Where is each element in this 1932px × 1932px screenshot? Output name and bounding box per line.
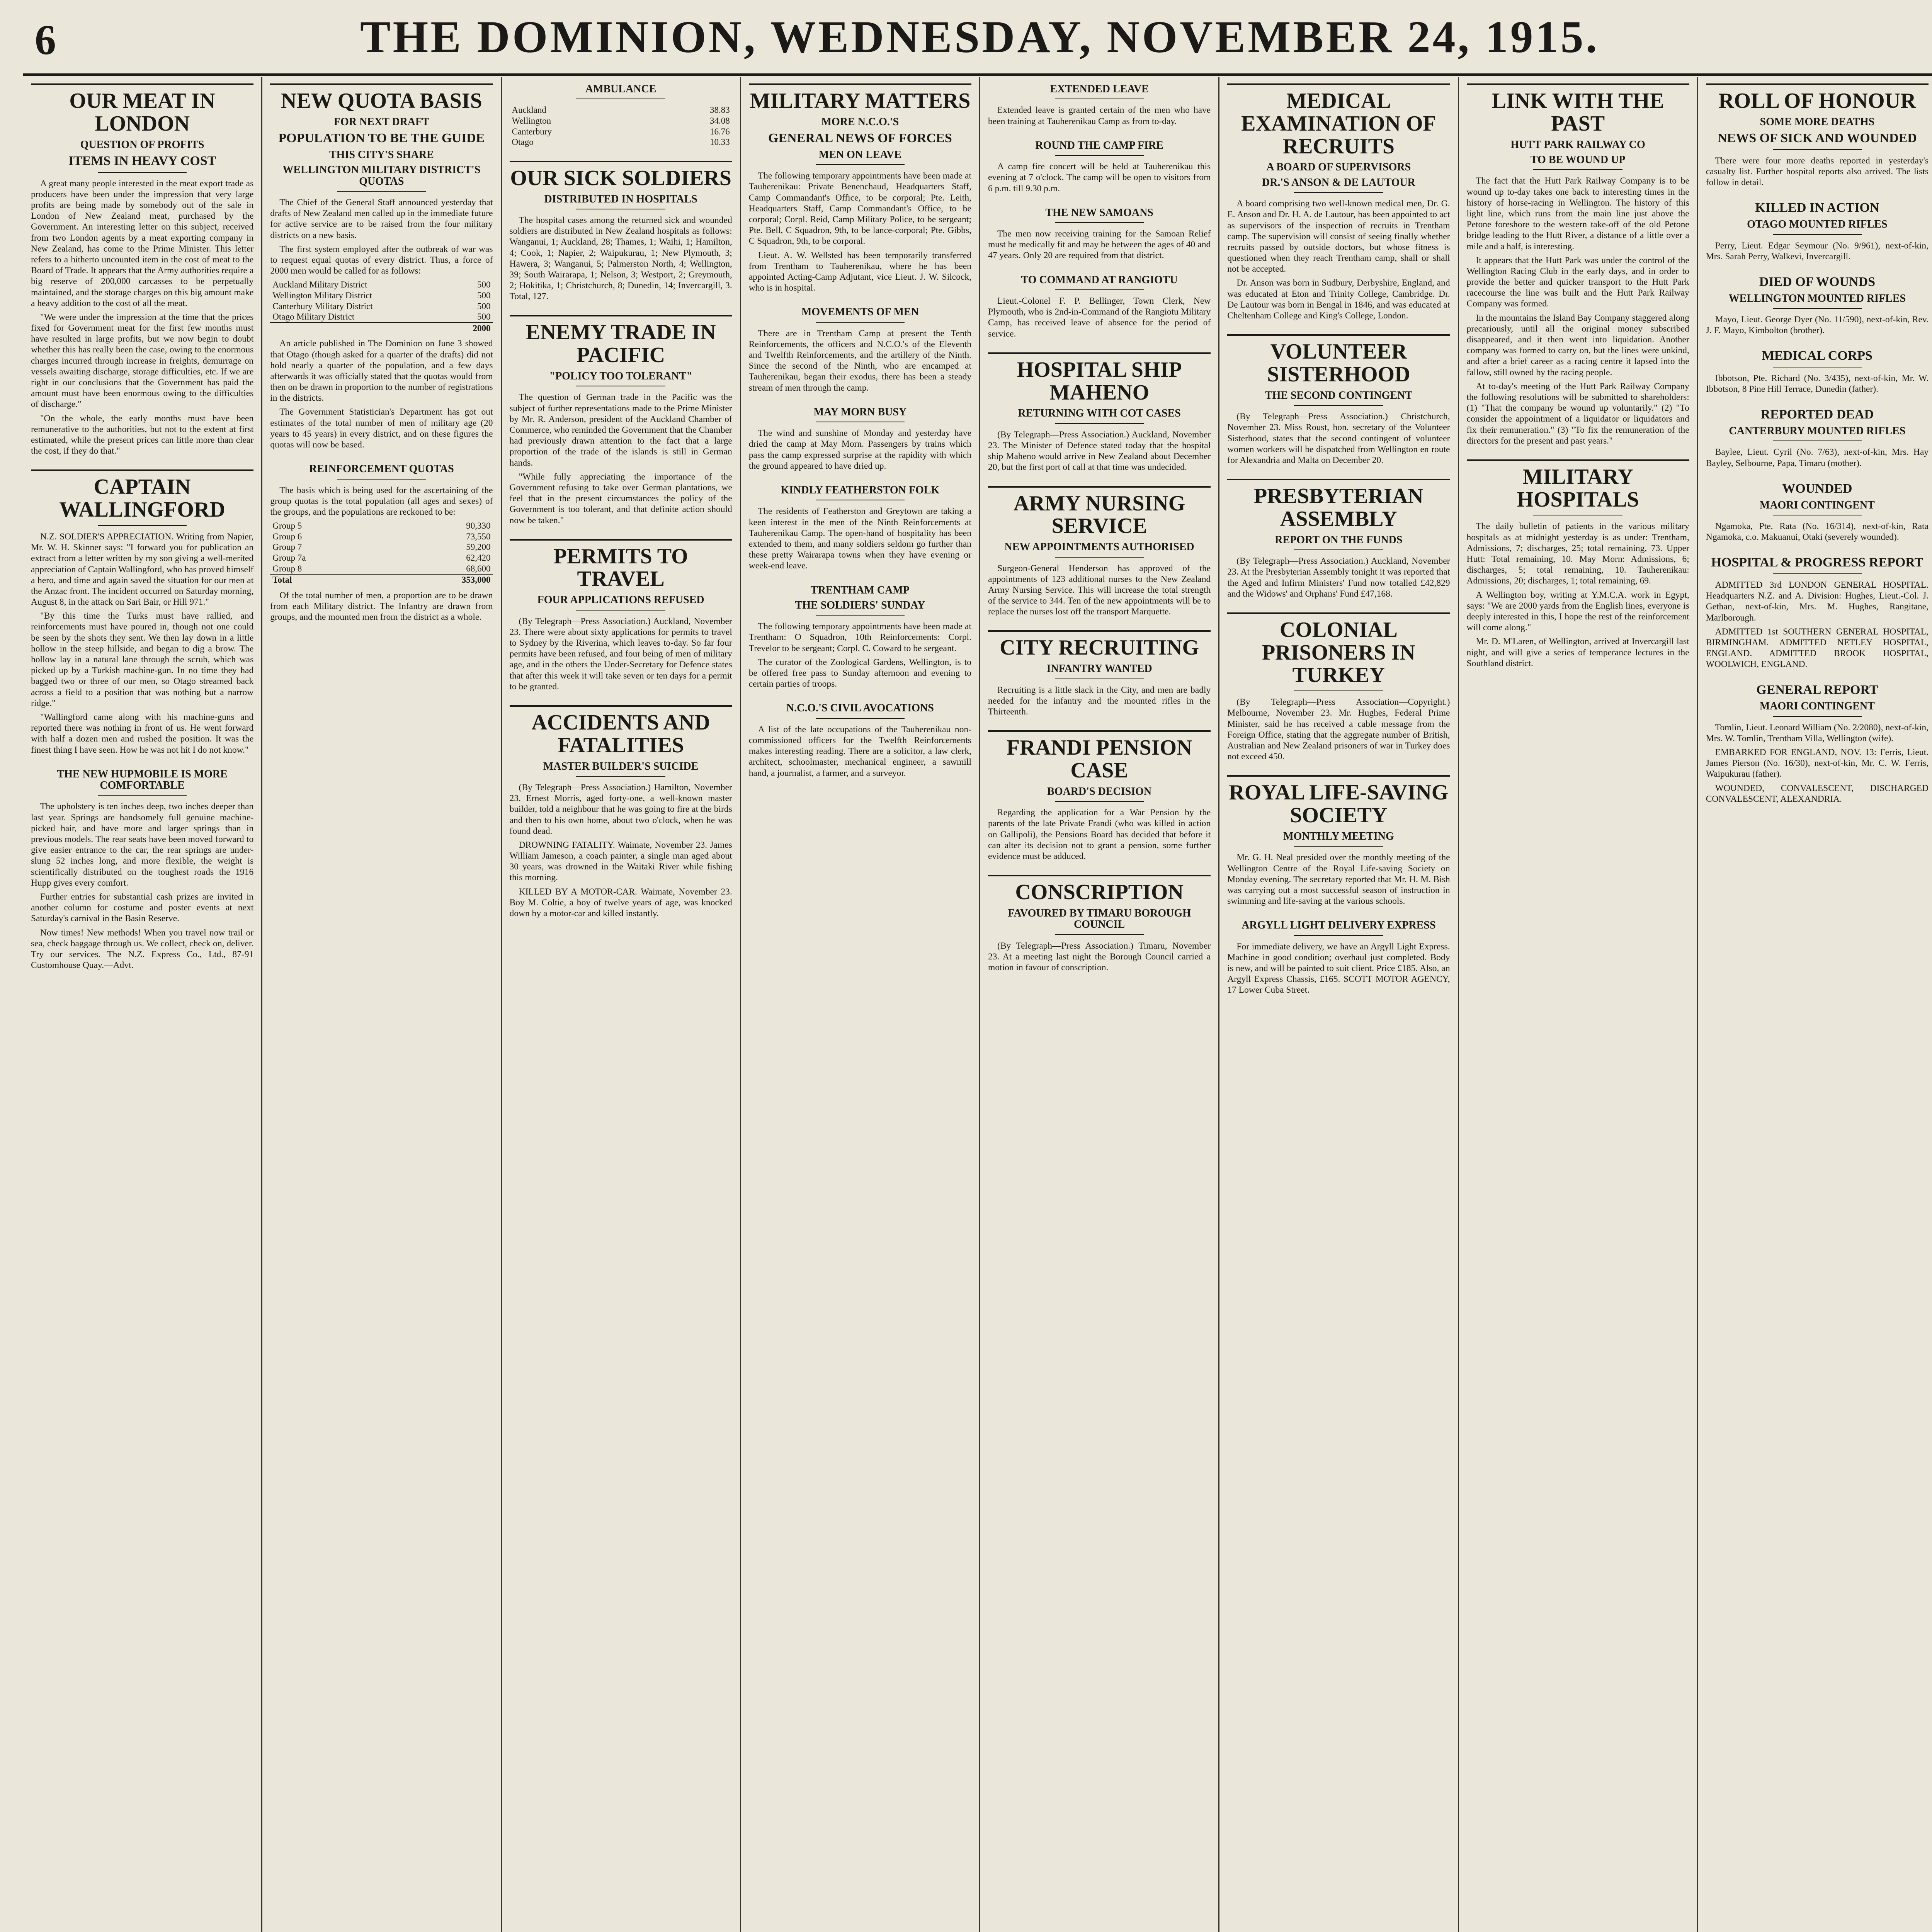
body-paragraph: The curator of the Zoological Gardens, Wellington, is to be offered free pass to Sunday afternoon and evening to certain parties of troops. (748, 657, 971, 689)
body-paragraph: Recruiting is a little slack in the City, and men are badly needed for the infantry and the mounted rifles in the Thirteenth. (988, 685, 1211, 717)
body-paragraph: In the mountains the Island Bay Company staggered along precariously, until all the original money subscribed disappeared, and it then went into liquidation. Another company was formed to carry on, but the lines were unkind, and after a brief career as a racing centre it lapsed into the fallow, still owned by the racing people. (1466, 313, 1689, 378)
newspaper-title: THE DOMINION, WEDNESDAY, NOVEMBER 24, 1915. (360, 12, 1600, 62)
body-paragraph: A great many people interested in the meat export trade as producers have been under the impression that very large profits are being made by somebody out of the sale in London of New Zealand meat, purchased by the Government. An interesting letter on this subject, received from two London agents by a meat exporting company in New Zealand, has come to the Prime Minister. This letter refers to a hitherto uncounted item in the cost of meat to the Board of Trade. It appears that the Army authorities require a big reserve of 200,000 carcasses to be perpetually maintained, and the storage charges on this big amount make a heavy addition to the cost of all the meat. (31, 178, 254, 308)
table-cell-value: 500 (477, 301, 491, 311)
divider (98, 525, 187, 526)
subheadline: MAORI CONTINGENT (1759, 499, 1875, 511)
body-paragraph: "We were under the impression at the time that the prices fixed for Government meat for the first few months must have resulted in large profits, but we now begin to doubt whether this has really been the case, owing to the enormous charges incurred through increase in freights, demurrage on vessels awaiting discharge, storage difficulties, etc. If we are right in our conclusions that the Government has paid the amount must have been enormous owing to the difficulties of discharge." (31, 312, 254, 410)
table-cell-label: Canterbury Military District (272, 301, 373, 311)
body-paragraph: ADMITTED 1st SOUTHERN GENERAL HOSPITAL, BIRMINGHAM. ADMITTED NETLEY HOSPITAL, ENGLAND. ADMITTED BROOK HOSPITAL, WOOLWICH, ENGLAND. (1706, 626, 1929, 670)
article (749, 83, 971, 293)
table-row (510, 116, 732, 126)
article (31, 83, 253, 456)
article (749, 306, 971, 393)
article (988, 875, 1211, 973)
subheadline: NEWS OF SICK AND WOUNDED (1718, 131, 1917, 146)
subheadline: FAVOURED BY TIMARU BOROUGH COUNCIL (1008, 907, 1191, 931)
subheadline: THIS CITY'S SHARE (329, 148, 434, 161)
subheadline: GENERAL NEWS OF FORCES (768, 131, 952, 146)
body-paragraph: Ibbotson, Pte. Richard (No. 3/435), next-of-kin, Mr. W. Ibbotson, 8 Pine Hill Terrace, Dunedin (father). (1706, 373, 1929, 395)
table-row (270, 531, 493, 542)
subheadline: EXTENDED LEAVE (1050, 83, 1149, 95)
subheadline: A BOARD OF SUPERVISORS (1266, 161, 1411, 173)
body-paragraph: The fact that the Hutt Park Railway Company is to be wound up to-day takes one back to interesting times in the history of horse-racing in Wellington. The history of this light line, which runs from the main line just above the Petone foreshore to the western take-off of the old Petone bridge leading to the Hutt River, a distance of a little over a mile and a half, is interesting. (1466, 176, 1689, 252)
table-row (270, 542, 493, 553)
headline: NEW QUOTA BASIS (270, 83, 493, 112)
headline: HOSPITAL SHIP MAHENO (988, 352, 1211, 404)
table-cell-label: Otago (512, 137, 534, 147)
subheadline: MASTER BUILDER'S SUICIDE (543, 760, 699, 772)
body-paragraph: The upholstery is ten inches deep, two inches deeper than last year. Springs are handsomely full genuine machine-picked hair, and have more and larger springs than in previous models. The rear seats have been moved forward to give easier entrance to the car, the rear springs are under-slung 52 inches long, and more flexible, the weight is scientifically distributed on the toughest roads the 1916 Hupp gives every comfort. (31, 801, 254, 888)
table-cell-label: Canterbury (512, 126, 552, 136)
subheadline: QUESTION OF PROFITS (80, 138, 204, 151)
subheadline: DR.'S ANSON & DE LAUTOUR (1262, 176, 1415, 189)
headline: COLONIAL PRISONERS IN TURKEY (1227, 612, 1450, 687)
subheadline: FOUR APPLICATIONS REFUSED (537, 594, 704, 606)
data-table (510, 105, 732, 147)
body-paragraph: The Chief of the General Staff announced yesterday that drafts of New Zealand men called up in the immediate future for active service are to be raised from the four military districts on a new basis. (270, 197, 493, 240)
table-cell-label (270, 323, 454, 334)
headline: ENEMY TRADE IN PACIFIC (510, 315, 732, 367)
table-cell-label: Group 8 (272, 563, 302, 573)
table-cell-value: 500 (477, 312, 491, 322)
article (1227, 612, 1450, 762)
table-cell-value: 353,000 (388, 574, 493, 585)
divider (816, 322, 905, 323)
article (988, 630, 1211, 717)
body-paragraph: (By Telegraph—Press Association.) Auckland, November 23. The Minister of Defence stated today that the hospital ship Maheno would arrive in New Zealand about December 20, but the first port of call at that time was undecided. (988, 429, 1211, 473)
article (988, 352, 1211, 473)
subheadline: MORE N.C.O.'S (821, 116, 899, 128)
body-paragraph: The following temporary appointments have been made at Tauherenikau: Private Benenchaud, Headquarters Staff, Camp Commandant's Office, to be corporal; Pte. Leith, Headquarters Staff, Camp Commandant's Office, to be corporal; Corpl. Reid, Camp Military Police, to be sergeant; Pte. Bell, C Squadron, 9th, to be lance-corporal; Pte. Gibbs, C Squadron, 9th, to be corporal. (748, 171, 971, 247)
column-4 (741, 77, 980, 1932)
table-cell-label: Wellington Military District (272, 290, 372, 300)
article (1706, 275, 1929, 336)
table-cell-label: Group 6 (272, 531, 302, 541)
headline: VOLUNTEER SISTERHOOD (1227, 334, 1450, 386)
body-paragraph: ADMITTED 3rd LONDON GENERAL HOSPITAL. Headquarters N.Z. and A. Division: Hughes, Lieut.-Col. J. Gethan, next-of-kin, Mrs. M. Hughes, Rangitane, Marlborough. (1706, 580, 1929, 623)
body-paragraph: Lieut. A. W. Wellsted has been temporarily transferred from Trentham to Tauherenikau, where he has been appointed Acting-Camp Adjutant, vice Lieut. J. W. Silcock, who is in hospital. (748, 250, 971, 293)
subheadline: MEN ON LEAVE (818, 148, 901, 161)
subheadline: TRENTHAM CAMP (810, 584, 910, 596)
subheadline: CANTERBURY MOUNTED RIFLES (1729, 425, 1906, 437)
article (988, 486, 1211, 617)
subheadline: ITEMS IN HEAVY COST (68, 153, 216, 168)
article (988, 730, 1211, 862)
subheadline: MONTHLY MEETING (1283, 830, 1394, 842)
table-row (270, 553, 493, 563)
divider (1533, 169, 1622, 170)
subheadline: OTAGO MOUNTED RIFLES (1747, 218, 1888, 231)
divider (576, 610, 665, 611)
article (749, 702, 971, 778)
divider (1773, 716, 1862, 717)
headline: CONSCRIPTION (988, 875, 1211, 904)
body-paragraph: The following temporary appointments have been made at Trentham: O Squadron, 10th Reinforcements: Corpl. Trevelor to be sergeant; Corpl. C. Coward to be sergeant. (748, 621, 971, 653)
body-paragraph: (By Telegraph—Press Association.) Hamilton, November 23. Ernest Morris, aged forty-one, a well-known master builder, told a neighbour that he was going to fire at the birds and then to his own home, about two o'clock, when he was found dead. (509, 782, 732, 836)
divider (1055, 155, 1144, 156)
headline: ARMY NURSING SERVICE (988, 486, 1211, 538)
article (1227, 83, 1450, 321)
headline: CITY RECRUITING (988, 630, 1211, 659)
subheadline: MOVEMENTS OF MEN (801, 306, 919, 318)
body-paragraph: A Wellington boy, writing at Y.M.C.A. work in Egypt, says: "We are 2000 yards from the English lines, everyone is deeply interested in this, I hope the rest of the reinforcement will come along." (1466, 590, 1689, 633)
table-cell-label: Group 7 (272, 542, 302, 552)
body-paragraph: Mr. G. H. Neal presided over the monthly meeting of the Wellington Centre of the Royal Life-saving Society on Monday evening. The secretary reported that Mr. H. M. Bish was carrying out a most successful season of instruction in swimming and life-saving at the various schools. (1227, 852, 1450, 906)
table-cell-value: 16.76 (710, 126, 730, 136)
article (749, 485, 971, 571)
column-7 (1459, 77, 1698, 1932)
divider (816, 164, 905, 165)
article (749, 585, 971, 690)
body-paragraph: There were four more deaths reported in yesterday's casualty list. Further hospital reports also arrived. The lists follow in detail. (1706, 155, 1929, 188)
subheadline: THE SOLDIERS' SUNDAY (795, 599, 925, 611)
table-cell-value: 10.33 (710, 137, 730, 147)
headline: PERMITS TO TRAVEL (510, 539, 732, 591)
subheadline: ARGYLL LIGHT DELIVERY EXPRESS (1242, 919, 1436, 932)
article (31, 769, 253, 971)
table-row (270, 311, 493, 323)
body-paragraph: The basis which is being used for the ascertaining of the group quotas is the total population (all ages and sexes) of the groups, and the populations are reckoned to be: (270, 485, 493, 517)
body-paragraph: (By Telegraph—Press Association—Copyright.) Melbourne, November 23. Mr. Hughes, Federal Prime Minister, said he has received a cable message from the Foreign Office, stating that the aggregate number of British, Australian and New Zealand prisoners of war in Turkey does not exceed 450. (1227, 697, 1450, 762)
divider (1294, 549, 1383, 550)
article (988, 140, 1211, 194)
body-paragraph: DROWNING FATALITY. Waimate, November 23. James William Jameson, a coach painter, a single man aged about 30 years, was drowned in the Waitaki River while fishing this morning. (509, 840, 732, 883)
body-paragraph: (By Telegraph—Press Association.) Auckland, November 23. At the Presbyterian Assembly tonight it was reported that the Aged and Infirm Ministers' Fund now totalled £42,829 and the Widows' and Orphans' Fund £47,168. (1227, 556, 1450, 599)
article (510, 161, 732, 302)
subheadline: TO BE WOUND UP (1530, 153, 1626, 166)
subheadline: ROUND THE CAMP FIRE (1035, 139, 1163, 151)
headline: ACCIDENTS AND FATALITIES (510, 705, 732, 757)
table-cell-value: 34.08 (710, 116, 730, 126)
table-row (510, 126, 732, 137)
body-paragraph: The daily bulletin of patients in the various military hospitals as at midnight yesterday is as under: Trentham, Admissions, 7; discharges, 25; total remaining, 73. Upper Hutt: Total remaining, 10. May Morn: Admissions, 6; discharges, 5; total remaining, 10. Tauherenikau: Admissions, 20; discharges, 1; total remaining, 69. (1466, 521, 1689, 586)
body-paragraph: EMBARKED FOR ENGLAND, NOV. 13: Ferris, Lieut. James Pierson (No. 16/30), next-of-kin, Mr. C. W. Ferris, Waipukurau (father). (1706, 747, 1929, 779)
headline: OUR MEAT IN LONDON (31, 83, 253, 135)
divider (337, 191, 426, 192)
subheadline: WELLINGTON MILITARY DISTRICT'S QUOTAS (282, 164, 481, 187)
divider (1294, 690, 1383, 691)
divider (1773, 149, 1862, 150)
body-paragraph: A list of the late occupations of the Tauherenikau non-commissioned officers for the Twelfth Reinforcements makes interesting reading. There are a solicitor, a law clerk, architect, schoolmaster, mechanical engineer, a sawmill hand, a journalist, a farmer, and a surveyor. (748, 724, 971, 778)
body-paragraph: "On the whole, the early months must have been remunerative to the authorities, but not to the extent at first estimated, while the present prices can little more than clear the cost, if they do that." (31, 413, 254, 456)
body-paragraph: "While fully appreciating the importance of the Government refusing to take over German plantations, we feel that in the present circumstances the policy of the Government is too tolerant, and that definite action should now be taken." (509, 471, 732, 526)
body-paragraph: The first system employed after the outbreak of war was to request equal quotas of every district. Thus, a force of 2000 men would be called for as follows: (270, 244, 493, 276)
body-paragraph: Perry, Lieut. Edgar Seymour (No. 9/961), next-of-kin, Mrs. Sarah Perry, Walkevi, Invercargill. (1706, 240, 1929, 262)
article (31, 469, 253, 755)
article (1706, 349, 1929, 395)
table-row (270, 563, 493, 575)
body-paragraph: The wind and sunshine of Monday and yesterday have dried the camp at May Morn. Passengers by trains which pass the camp expressed surprise at the rapidity with which the ground appeared to have dried up. (748, 428, 971, 471)
table-cell-label: Otago Military District (272, 312, 355, 322)
headline: MILITARY HOSPITALS (1467, 459, 1689, 511)
subheadline: THE NEW HUPMOBILE IS MORE COMFORTABLE (57, 768, 228, 792)
body-paragraph: The question of German trade in the Pacific was the subject of further representations made to the Prime Minister by Mr. R. Anderson, president of the Auckland Chamber of Commerce, who reminded the Government that the Chamber had previously drawn attention to the fact that a large proportion of the trade of the islands is still in German hands. (509, 392, 732, 468)
table-cell-value: 68,600 (466, 563, 491, 573)
divider (576, 776, 665, 777)
table-cell-value: 500 (477, 290, 491, 300)
subheadline: DIED OF WOUNDS (1759, 274, 1876, 289)
headline: PRESBYTERIAN ASSEMBLY (1227, 479, 1450, 531)
article (1706, 683, 1929, 804)
table-row (270, 301, 493, 312)
body-paragraph: Mayo, Lieut. George Dyer (No. 11/590), next-of-kin, Rev. J. F. Mayo, Kimbolton (brother). (1706, 314, 1929, 336)
body-paragraph: Extended leave is granted certain of the men who have been training at Tauherenikau Camp as from to-day. (988, 105, 1211, 126)
subheadline: THE NEW SAMOANS (1045, 206, 1153, 219)
columns (23, 77, 1932, 1932)
article (1706, 482, 1929, 543)
body-paragraph: For immediate delivery, we have an Argyll Light Express. Machine in good condition; overhaul just completed. Body is new, and will be painted to suit client. Price £185. Also, an Argyll Express Chassis, £165. SCOTT MOTOR AGENCY, 17 Lower Cuba Street. (1227, 941, 1450, 995)
body-paragraph: Regarding the application for a War Pension by the parents of the late Private Frandi (who was killed in action on Gallipoli), the Pensions Board has decided that before it can alter its decision not to grant a pension, some further evidence must be adduced. (988, 808, 1211, 861)
subheadline: N.C.O.'S CIVIL AVOCATIONS (786, 702, 934, 714)
subheadline: WOUNDED (1782, 481, 1852, 496)
article (1467, 83, 1689, 446)
article (988, 274, 1211, 339)
body-paragraph: An article published in The Dominion on June 3 showed that Otago (though asked for a quarter of the drafts) did not hold nearly a quarter of the population, and a few days afterwards it was officially stated that the quotas would from then on be drawn in proportion to the number of registrations in the districts. (270, 338, 493, 403)
divider (98, 172, 187, 173)
article (1706, 408, 1929, 468)
article (510, 83, 732, 148)
subheadline: MEDICAL CORPS (1762, 349, 1872, 363)
table-row (270, 290, 493, 301)
divider (1773, 308, 1862, 309)
body-paragraph: Mr. D. M'Laren, of Wellington, arrived at Invercargill last night, and will give a series of temperance lectures in the Southland district. (1466, 636, 1689, 668)
column-1 (23, 77, 262, 1932)
subheadline: DISTRIBUTED IN HOSPITALS (544, 193, 697, 205)
article (510, 315, 732, 526)
subheadline: REINFORCEMENT QUOTAS (309, 463, 454, 475)
subheadline: MAORI CONTINGENT (1759, 700, 1875, 713)
headline: ROLL OF HONOUR (1706, 83, 1929, 112)
body-paragraph: (By Telegraph—Press Association.) Timaru, November 23. At a meeting last night the Borough Council carried a motion in favour of conscription. (988, 940, 1211, 973)
body-paragraph: Dr. Anson was born in Sudbury, Derbyshire, England, and was educated at Eton and Trinity College, Cambridge. Dr. De Lautour was born in Bengal in 1846, and was educated at Cheltenham College and King's College, London. (1227, 278, 1450, 321)
divider (337, 479, 426, 480)
column-6 (1219, 77, 1459, 1932)
article (510, 539, 732, 692)
body-paragraph: Tomlin, Lieut. Leonard William (No. 2/2080), next-of-kin, Mrs. W. Tomlin, Trentham Villa, Wellington (wife). (1706, 722, 1929, 743)
table-cell-label: Wellington (512, 116, 551, 126)
table-row (510, 137, 732, 148)
article (1227, 479, 1450, 599)
divider (1294, 846, 1383, 847)
table-row (270, 520, 493, 531)
subheadline: NEW APPOINTMENTS AUTHORISED (1004, 541, 1194, 553)
divider (1773, 573, 1862, 574)
body-paragraph: Of the total number of men, a proportion are to be drawn from each Military district. The Infantry are drawn from groups, and the mounted men from the district as a whole. (270, 590, 493, 622)
divider (1294, 405, 1383, 406)
body-paragraph: The hospital cases among the returned sick and wounded soldiers are distributed in New Zealand hospitals as follows: Wanganui, 1; Auckland, 28; Thames, 1; Waihi, 1; Hamilton, 4; Cook, 1; Napier, 2; Waipukurau, 1; New Plymouth, 3; Hawera, 3; Wanganui, 5; Palmerston North, 4; Wellington, 39; South Wairarapa, 1; Nelson, 3; Westport, 2; Greymouth, 2; Hokitika, 1; Christchurch, 8; Dunedin, 14; Invercargill, 3. Total, 127. (509, 215, 732, 302)
headline: MILITARY MATTERS (749, 83, 971, 112)
subheadline: REPORTED DEAD (1760, 407, 1874, 422)
page-number: 6 (35, 16, 56, 63)
body-paragraph: The residents of Featherston and Greytown are taking a keen interest in the men of the Ninth Reinforcements at Tauherenikau Camp. The open-hand of hospitality has been extended to them, and many soldiers seldom go further than these pretty Wairarapa towns when they have evening or week-end leave. (748, 506, 971, 571)
subheadline: "POLICY TOO TOLERANT" (549, 370, 692, 383)
divider (1055, 801, 1144, 802)
table-cell-value: 59,200 (466, 542, 491, 552)
subheadline: WELLINGTON MOUNTED RIFLES (1728, 292, 1906, 304)
body-paragraph: (By Telegraph—Press Association.) Auckland, November 23. There were about sixty applications for permits to travel to Sydney by the Riverina, which leaves to-day. So far four permits have been refused, and four being of men of military age, and in the others the Under-Secretary for Defence states that after this week it will take seven or ten days for a permit to be granted. (509, 616, 732, 692)
article (1227, 775, 1450, 906)
table-cell-value: 90,330 (466, 521, 491, 531)
subheadline: KINDLY FEATHERSTON FOLK (781, 484, 940, 496)
body-paragraph: "Wallingford came along with his machine-guns and reported there was nothing in front of us. He went forward with half a dozen men and rushed the position. It was the finest thing I have seen. How he was not hit I do not know." (31, 712, 254, 755)
table-cell-label: Total (270, 574, 388, 585)
body-paragraph: "By this time the Turks must have rallied, and reinforcements must have poured in, though not one could be seen by the shots they sent. We then lay down in a little hollow in the steep hillside, and began to dig a brow. The hollow lay in a natural lane through the scrub, which was picked up by a Turkish machine-gun. In no time they had bagged two or three of our men, so Otago streamed back across a field to a position that was nothing but a narrow ridge." (31, 611, 254, 708)
table-cell-value: 62,420 (466, 553, 491, 563)
headline: LINK WITH THE PAST (1467, 83, 1689, 135)
column-8 (1698, 77, 1932, 1932)
body-paragraph: The men now receiving training for the Samoan Relief must be medically fit and may be between the ages of 40 and 47 years. Only 20 are required from that district. (988, 229, 1211, 261)
body-paragraph: There are in Trentham Camp at present the Tenth Reinforcements, the officers and N.C.O.'s of the Eleventh and Twelfth Reinforcements, and the artillery of the Ninth. Since the second of the Ninth, who are encamped at Tauherenikau, began their exodus, there has been a steady stream of men through the camp. (748, 328, 971, 393)
headline: OUR SICK SOLDIERS (510, 161, 732, 190)
article (988, 207, 1211, 261)
body-paragraph: Ngamoka, Pte. Rata (No. 16/314), next-of-kin, Rata Ngamoka, c.o. Makuanui, Otaki (severely wounded). (1706, 521, 1929, 543)
divider (1055, 289, 1144, 290)
subheadline: TO COMMAND AT RANGIOTU (1021, 274, 1178, 286)
headline: MEDICAL EXAMINATION OF RECRUITS (1227, 83, 1450, 158)
body-paragraph: A board comprising two well-known medical men, Dr. G. E. Anson and Dr. H. A. de Lautour, has been appointed to act as supervisors of the inspection of recruits in Trentham camp. The supervision will consist of seeing finally whether recruits passed by outside doctors, but whose fitness is questioned when they reach Trentham camp, shall or shall not be accepted. (1227, 199, 1450, 274)
body-paragraph: WOUNDED, CONVALESCENT, DISCHARGED CONVALESCENT, ALEXANDRIA. (1706, 783, 1929, 804)
table-cell-value: 73,550 (466, 531, 491, 541)
table-cell-label: Group 5 (272, 521, 302, 531)
table-cell-label: Auckland (512, 105, 546, 115)
subheadline: AMBULANCE (585, 83, 656, 95)
headline: ROYAL LIFE-SAVING SOCIETY (1227, 775, 1450, 827)
body-paragraph: Lieut.-Colonel F. P. Bellinger, Town Clerk, New Plymouth, who is 2nd-in-Command of the Rangiotu Military Camp, has received leave of absence for the period of service. (988, 296, 1211, 339)
column-3 (502, 77, 741, 1932)
body-paragraph: Surgeon-General Henderson has approved of the appointments of 123 additional nurses to the New Zealand Army Nursing Service. This will increase the total strength of the service to 344. Ten of the new appointments will be to replace the nurses lost off the transport Marquette. (988, 563, 1211, 617)
body-paragraph: Further entries for substantial cash prizes are invited in another column for costume and poster events at next Saturday's carnival in the Basin Reserve. (31, 891, 254, 924)
body-paragraph: (By Telegraph—Press Association.) Christchurch, November 23. Miss Roust, hon. secretary of the Volunteer Sisterhood, states that the second contingent of volunteer women workers will be dispatched from Wellington en route for Alexandria and Malta on December 20. (1227, 412, 1450, 465)
article (1467, 459, 1689, 669)
body-paragraph: N.Z. SOLDIER'S APPRECIATION. Writing from Napier, Mr. W. H. Skinner says: "I forward you for publication an extract from a letter written by my son giving a well-merited appreciation of Captain Wallingford, who has proved himself a hero, and time and again saved the situation for our men at the Anzac front. The incident occurred on Saturday morning, August 8, in the attack on Sari Bair, or Hill 971." (31, 531, 254, 607)
body-paragraph: At to-day's meeting of the Hutt Park Railway Company the following resolutions will be submitted to shareholders: (1) "That the company be wound up voluntarily." (2) "To consider the appointment of a liquidator or liquidators and fix their remuneration." (3) "To fix the remuneration of the directors for the present and past years." (1466, 381, 1689, 446)
subheadline: INFANTRY WANTED (1046, 663, 1152, 675)
article (510, 705, 732, 919)
divider (1055, 222, 1144, 223)
data-table (270, 279, 493, 333)
table-cell-value: 500 (477, 280, 491, 290)
headline: FRANDI PENSION CASE (988, 730, 1211, 782)
subheadline: SOME MORE DEATHS (1760, 116, 1875, 128)
column-2 (262, 77, 502, 1932)
body-paragraph: The Government Statistician's Department has got out estimates of the total number of men of military age (20 years to 45 years) in every district, and on these figures the quotas will now be based. (270, 407, 493, 450)
divider (1055, 423, 1144, 424)
divider (1294, 935, 1383, 936)
data-table (270, 520, 493, 585)
article (988, 83, 1211, 127)
article (1706, 83, 1929, 188)
divider (1294, 192, 1383, 193)
column-5 (980, 77, 1219, 1932)
subheadline: HUTT PARK RAILWAY CO (1510, 138, 1645, 151)
article (270, 83, 493, 450)
table-cell-value: 2000 (454, 323, 493, 334)
article (270, 463, 493, 622)
subheadline: REPORT ON THE FUNDS (1275, 534, 1403, 546)
body-paragraph: A camp fire concert will be held at Tauherenikau this evening at 7 o'clock. The camp will be open to visitors from 6 p.m. till 9.30 p.m. (988, 162, 1211, 194)
subheadline: RETURNING WITH COT CASES (1018, 407, 1181, 420)
divider (1055, 934, 1144, 935)
subheadline: KILLED IN ACTION (1755, 201, 1879, 215)
subheadline: HOSPITAL & PROGRESS REPORT (1711, 555, 1923, 570)
table-total-row (270, 574, 493, 585)
divider (816, 615, 905, 616)
article (1706, 556, 1929, 670)
body-paragraph: Baylee, Lieut. Cyril (No. 7/63), next-of-kin, Mrs. Hay Bayley, Selbourne, Papa, Timaru (mother). (1706, 447, 1929, 468)
table-cell-value: 38.83 (710, 105, 730, 115)
table-row (270, 279, 493, 290)
divider (1055, 557, 1144, 558)
divider (1773, 234, 1862, 235)
subheadline: GENERAL REPORT (1756, 682, 1878, 697)
masthead (23, 8, 1932, 76)
divider (1773, 440, 1862, 441)
subheadline: THE SECOND CONTINGENT (1265, 389, 1412, 401)
table-cell-label: Group 7a (272, 553, 306, 563)
body-paragraph: It appears that the Hutt Park was under the control of the Wellington Racing Club in the early days, and in order to provide the better and quicker transport to the Hutt Park racecourse the line was built and the Hutt Park Railway Company was formed. (1466, 255, 1689, 309)
table-total-row (270, 323, 493, 334)
article (1706, 201, 1929, 262)
subheadline: POPULATION TO BE THE GUIDE (278, 131, 485, 146)
divider (816, 718, 905, 719)
subheadline: BOARD'S DECISION (1047, 785, 1152, 798)
table-row (510, 105, 732, 116)
table-cell-label: Auckland Military District (272, 280, 367, 290)
body-paragraph: Now times! New methods! When you travel now trail or sea, check baggage through us. We collect, check on, deliver. Try our services. The N.Z. Express Co., Ltd., 87-91 Customhouse Quay.—Advt. (31, 927, 254, 971)
article (749, 406, 971, 471)
divider (98, 795, 187, 796)
subheadline: MAY MORN BUSY (813, 406, 907, 418)
article (1227, 920, 1450, 995)
body-paragraph: KILLED BY A MOTOR-CAR. Waimate, November 23. Boy M. Coltie, a boy of twelve years of age, was knocked down by a motor-car and killed instantly. (509, 886, 732, 919)
article (1227, 334, 1450, 466)
subheadline: FOR NEXT DRAFT (333, 116, 429, 128)
headline: CAPTAIN WALLINGFORD (31, 469, 253, 521)
